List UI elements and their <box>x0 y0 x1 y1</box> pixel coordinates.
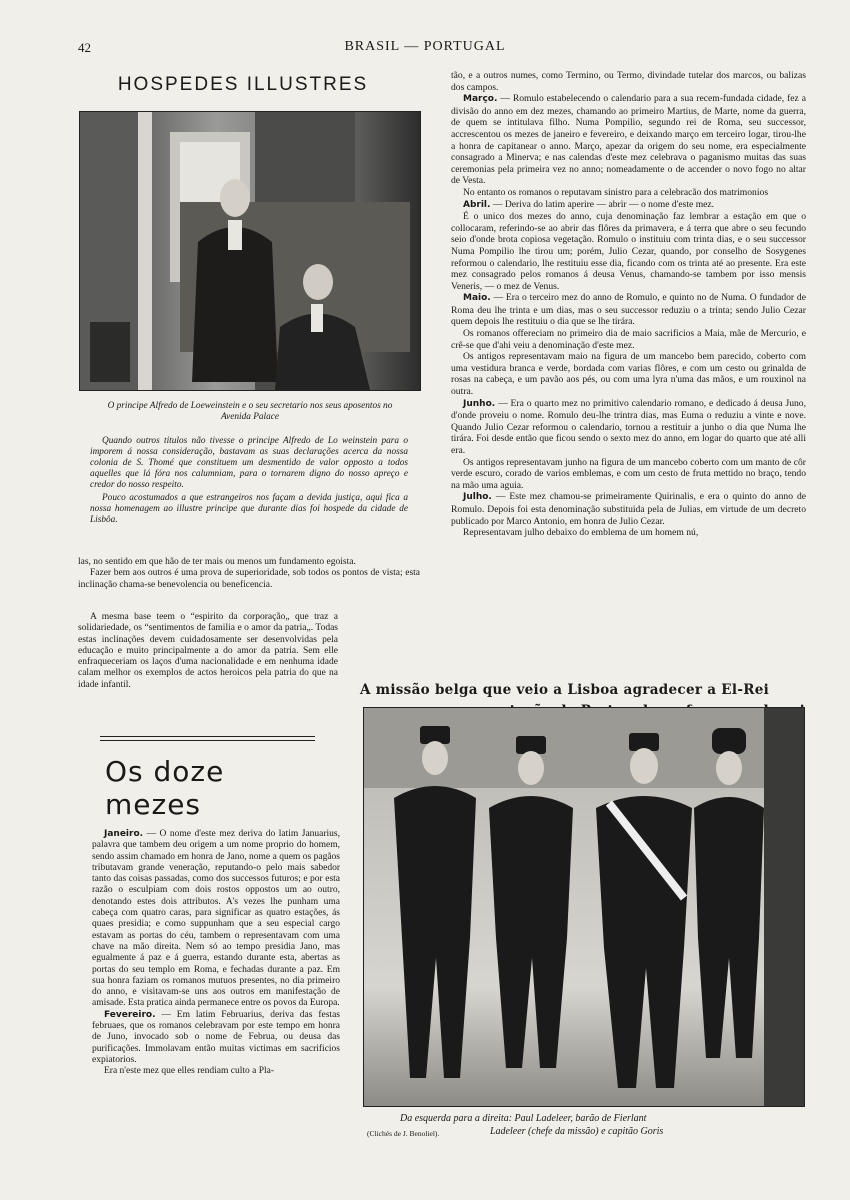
month-paragraph-junho <box>451 398 806 457</box>
month-paragraph-fevereiro <box>92 1010 340 1066</box>
article2-right-column <box>451 70 806 539</box>
photo-credit: (Clichés de J. Benoliel). <box>367 1129 440 1138</box>
month-paragraph: No entanto os romanos o reputavam sinistro para a celebracão dos matrimonios <box>463 186 769 198</box>
month-paragraph-abril <box>451 199 806 212</box>
body-paragraph: Fazer bem aos outros é uma prova de superioridade, sob todos os pontos de vista; esta inclinação chama-se benevolencia ou beneficencia. <box>78 568 420 590</box>
month-lead: Junho. <box>463 398 496 409</box>
body-paragraph: A mesma base teem o “espirito da corporação„ que traz a solidariedade, os “sentimentos de familia e o amor da patria„. Todas estas inclinações devem cuidadosamente ser desenvolvidas pela educação e muito principalmente a do amor da patria. Sem elle enfraqueceriam os laços d'uma nacionalidade e em nenhuma idade calam melhor os exemplos de actos heroicos pela patria do que na idade infantil. <box>78 612 338 690</box>
month-paragraph: Era n'este mez que elles rendiam culto a Pla- <box>104 1066 275 1077</box>
photo-illustration <box>364 708 804 1106</box>
article-title-doze-mezes: Os doze mezes <box>105 755 225 821</box>
body-paragraph: las, no sentido em que hão de ter mais ou menos um fundamento egoista. <box>78 557 356 567</box>
article1-body-narrow <box>78 612 338 691</box>
month-text: — O nome d'este mez deriva do latim Januarius, palavra que tambem deu origem a um nome proprio do homem, sendo assim chamado em honra de Jano, nome a quem os pagãos tributavam grande veneração, reputando-o pelo mais sabedor tanto das coisas passadas, como dos successos futuros; e por esta razão o esculpiam com dois rostos oppostos um ao outro, denotando estes dois attributos. A's vezes lhe punham uma cabeça com quatro caras, para significar as quatro estações, ás quaes presidia; e como suppunham que a seu especial cargo estavam as portas do céu, tambem o representavam com uma chave na mão direita. Nem só ao tempo presidia Jano, mas egualmente á paz e á guerra, estando durante esta, abertas as portas do seu templo em Roma, e fechadas durante a paz. Em sua honra faziam os romanos mutuos presentes, no dia primeiro do anno, e visitavam-se uns aos outros em manifestação de amisade. Esta pratica ainda permanece entre os povos da Europa. <box>92 829 341 1009</box>
page-number: 42 <box>78 40 91 55</box>
divider <box>100 740 315 741</box>
month-lead: Maio. <box>463 293 491 304</box>
photo-caption-line-1: Da esquerda para a direita: Paul Ladeleer, barão de Fierlant <box>400 1113 647 1124</box>
month-paragraph: Os antigos representavam maio na figura de um mancebo bem parecido, coberto com uma vestidura branca e verde, bordada com varias flôres, e com um cesto ou grinalda de rosas na cabeça, e um pavão aos pés, ou com uma lyra n'uma das mãos, e um rouxinol na outra. <box>451 351 806 398</box>
intro-paragraph-1: Quando outros titulos não tivesse o principe Alfredo de Lo weinstein para o imporem á nossa consideração, bastavam as suas declarações acerca da nossa colonia de S. Thomé que constituem um desmentido de valor opposto a todos aquelles que lá fóra nos calumniam, para o tornarem digno do nosso apreço e credor do nosso respeito. <box>90 436 408 490</box>
month-text: — Romulo estabelecendo o calendario para a sua recem-fundada cidade, fez a divisão do anno em dez mezes, chamando ao primeiro Martius, de Marte, nome da guerra, de quem se intitulava filho. Numa Pompilio, segundo rei de Roma, seu successor, accrescentou os mezes de janeiro e fevereiro, e deixando março em terceiro logar, tirou-lhe a honra de capitanear o anno. Março, apezar da origem do seu nome, era especialmente consagrado a Minerva; e nas calendas d'este mez celebrava o paganismo muitas das suas ceremonias pela primeira vez no anno; nomeadamente o de accender o novo fogo no altar de Vesta. <box>451 93 806 187</box>
month-text: — Este mez chamou-se primeiramente Quirinalis, e era o quinto do anno de Romulo. Depois foi esta denominação substituida pela de Julias, em virtude de um decreto publicado por Marco Antonio, em honra de Julio Cezar. <box>451 491 807 527</box>
month-paragraph: Representavam julho debaixo do emblema de um homem nú, <box>463 527 699 539</box>
month-paragraph: É o unico dos mezes do anno, cuja denominação faz lembrar a estação em que o collocaram, referindo-se ao abrir das flôres da primavera, e á terra que abre o seu fecundo seio d'onde brota copiosa vegetação. Romulo o instituiu com trinta dias, e o seu successor Numa Pompilio lhe tirou um; porém, Julio Cezar, quando, por conselho de Sosygenes reformou o calendario, lhe restituiu esse dia, ficando com os trinta até ao presente. Era este mez consagrado pelos romanos á deusa Venus, chamando-se tambem por isso mensis Veneris, — o mez de Venus. <box>451 211 806 292</box>
divider <box>100 736 315 737</box>
month-lead: Fevereiro. <box>104 1009 156 1020</box>
month-paragraph-julho <box>451 491 806 527</box>
month-paragraph: Os antigos representavam junho na figura de um mancebo coberto com um manto de côr verde escuro, corado de varios emblemas, e com um cesto de fruta mettido no braço, tendo na mão uma aguia. <box>451 456 806 491</box>
month-paragraph: Os romanos offereciam no primeiro dia de maio sacrificios a Maia, mãe de Mercurio, e crê-se que d'ahi veiu a denominação d'este mez. <box>451 328 806 351</box>
photo-belgian-mission <box>363 707 805 1107</box>
month-lead: Março. <box>463 94 498 105</box>
article-title-hospedes: HOSPEDES ILLUSTRES <box>117 74 369 95</box>
photo-prince-and-secretary <box>79 111 421 391</box>
intro-paragraph-2: Pouco acostumados a que estrangeiros nos façam a devida justiça, aqui fica a nossa homenagem ao illustre principe que durante dias foi hospede da cidade de Lisbôa. <box>90 493 408 525</box>
month-text: — Era o terceiro mez do anno de Romulo, e quinto no de Numa. O fundador de Roma deu lhe trinta e um dias, mas o seu successor reduziu o a trinta; sendo Julio Cezar quem depois lhe restituiu o dia que se lhe tirára. <box>451 292 806 328</box>
month-text: — Deriva do latim aperire — abrir — o nome d'este mez. <box>492 198 715 210</box>
article-title-missao-belga-1: A missão belga que veio a Lisboa agradecer a El-Rei <box>360 682 770 698</box>
month-paragraph-maio <box>451 292 806 328</box>
month-lead: Janeiro. <box>104 829 144 839</box>
month-text: — Em latim Februarius, deriva das festas februaes, que os romanos celebravam por este tempo em honra de Juno, invocado sob o nome de Februa, ou deusa das purificações. Immolavam então muitas victimas em sacrificios expiatorios. <box>92 1009 340 1065</box>
photo-illustration <box>80 112 420 390</box>
month-paragraph-marco <box>451 93 806 187</box>
month-lead: Julho. <box>463 492 492 503</box>
photo-caption-line-2: Ladeleer (chefe da missão) e capitão Goris <box>490 1126 664 1137</box>
month-paragraph-janeiro <box>92 829 340 1010</box>
running-title: BRASIL — PORTUGAL <box>344 39 506 54</box>
article2-left-column <box>92 829 340 1078</box>
month-paragraph: tão, e a outros numes, como Termino, ou Termo, divindade tutelar dos marcos, ou balizas dos campos. <box>451 70 806 93</box>
month-lead: Abril. <box>463 199 491 210</box>
article1-body <box>78 557 420 591</box>
photo-caption-prince: O principe Alfredo de Loeweinstein e o seu secretario nos seus aposentos no Avenida Palace <box>107 401 393 422</box>
month-text: — Era o quarto mez no primitivo calendario romano, e dedicado á deusa Juno, d'onde proveiu o nome. Romulo deu-lhe trintra dias, mas Euma o reduziu a vinte e nove. Quando Julio Cezar reformou o calendario, tornou a restituir a junho o dia que Numa lhe tirára. Foi desde então que ficou sendo o sexto mez do anno, em logar do quarto que até alli era. <box>451 397 806 456</box>
